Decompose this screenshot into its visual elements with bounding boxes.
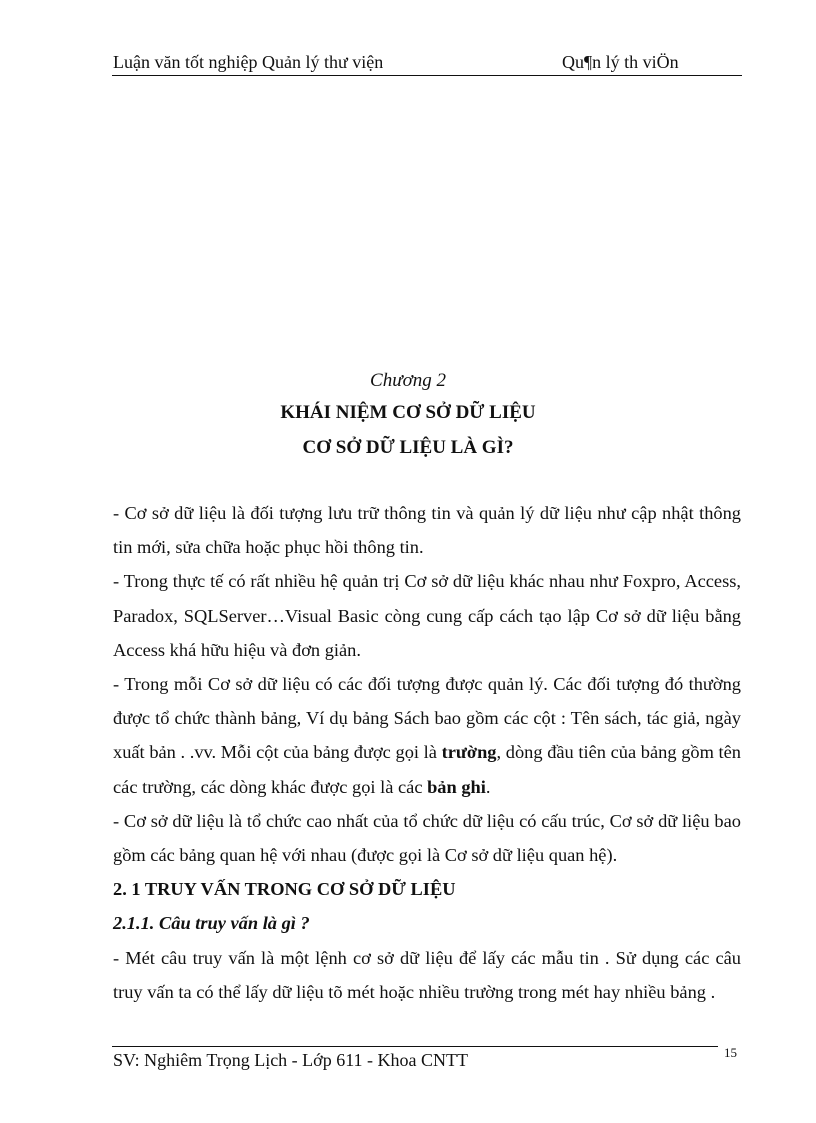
subsection-heading: 2.1.1. Câu truy vấn là gì ? [113, 913, 310, 934]
paragraph-3-text-b: , dòng đầu tiên của bảng gồm tên các trường, các dòng khác được gọi là các [113, 742, 742, 797]
footer-rule [112, 1046, 718, 1047]
paragraph-3-text-a: - Trong mỗi Cơ sở dữ liệu có các đối tượng được quản lý. Các đối tượng đó thường được tổ chức thành bảng, Ví dụ bảng Sách bao gồm các cột : Tên sách, tác giả, ngày xuất bản . .vv. Mỗi cột của bảng được gọi là [113, 674, 741, 763]
paragraph-2: - Trong thực tế có rất nhiều hệ quản trị Cơ sở dữ liệu khác nhau như Foxpro, Access, Paradox, SQLServer…Visual Basic còng cung cấp cách tạo lập Cơ sở dữ liệu bằng Access khá hữu hiệu và đơn giản. [113, 571, 741, 660]
paragraph-4: - Cơ sở dữ liệu là tổ chức cao nhất của tổ chức dữ liệu có cấu trúc, Cơ sở dữ liệu bao gồm các bảng quan hệ với nhau (được gọi là Cơ sở dữ liệu quan hệ). [113, 810, 741, 866]
paragraph-1: - Cơ sở dữ liệu là đối tượng lưu trữ thông tin và quản lý dữ liệu như cập nhật thông tin mới, sửa chữa hoặc phục hồi thông tin. [113, 503, 741, 558]
page-number: 15 [724, 1045, 737, 1060]
body-text [113, 496, 741, 1009]
term-ban-ghi: bản ghi [427, 776, 486, 797]
chapter-subtitle: CƠ SỞ DỮ LIỆU LÀ GÌ? [302, 437, 514, 458]
paragraph-5: - Mét câu truy vấn là một lệnh cơ sở dữ liệu để lấy các mẫu tin . Sử dụng các câu truy vấn ta có thể lấy dữ liệu tõ mét hoặc nhiều trường trong mét hay nhiều bảng . [113, 947, 741, 1002]
chapter-title: KHÁI NIỆM CƠ SỞ DỮ LIỆU [280, 402, 536, 423]
term-truong: trường [441, 742, 497, 763]
paragraph-3 [113, 667, 741, 804]
header-right-title: Qu¶n lý th viÖn [562, 52, 679, 72]
footer-text: SV: Nghiêm Trọng Lịch - Lớp 611 - Khoa CNTT [113, 1050, 468, 1070]
paragraph-3-text-c: . [485, 776, 491, 797]
section-heading: 2. 1 TRUY VẤN TRONG CƠ SỞ DỮ LIỆU [113, 879, 456, 900]
chapter-label: Chương 2 [370, 370, 446, 391]
header-rule [112, 75, 742, 76]
header-left-title: Luận văn tốt nghiệp Quản lý thư viện [113, 52, 384, 72]
